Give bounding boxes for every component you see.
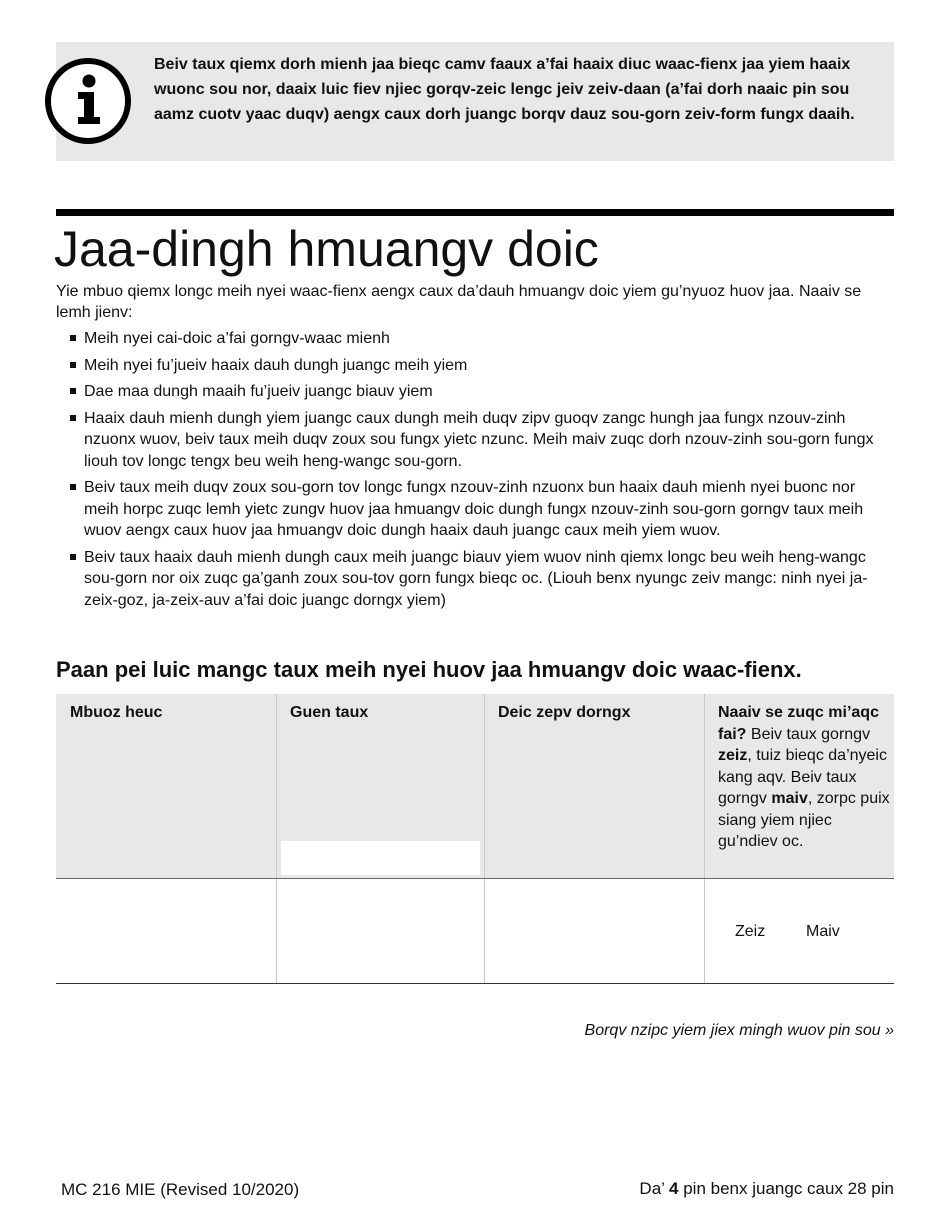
column-header-name: Mbuoz heuc [70, 704, 163, 721]
bullet-list [70, 328, 890, 616]
table-heading: Paan pei luic mangc taux meih nyei huov jaa hmuangv doic waac-fienx. [56, 657, 802, 682]
list-item: Meih nyei fu’jueiv haaix dauh dungh juangc meih yiem [70, 355, 890, 377]
intro-text: Yie mbuo qiemx longc meih nyei waac-fienx aengx caux da’dauh hmuangv doic yiem gu’nyuoz huov jaa. Naaiv se lemh jienv: [56, 283, 862, 321]
list-item: Haaix dauh mienh dungh yiem juangc caux dungh meih duqv zipv guoqv zangc hungh jaa fungx nzouv-zinh nzuonx wuov, beiv taux meih duqv zoux sou fungx yietc nzunc. Meih maiv zuqc dorh nzouv-zinh sou-gorn fungx liouh tov longc tengx beu weih heng-wangc sou-gorn. [70, 408, 890, 473]
list-item: Meih nyei cai-doic a’fai gorngv-waac mienh [70, 328, 890, 350]
column-divider [704, 694, 705, 983]
bullet-square-icon [70, 362, 76, 368]
bullet-square-icon [70, 388, 76, 394]
name-input-cell[interactable] [56, 879, 276, 983]
table-bottom-border [56, 983, 894, 984]
section-rule [56, 209, 894, 216]
info-icon [44, 57, 132, 145]
column-header-address: Deic zepv dorngx [498, 704, 631, 721]
column-header-relationship: Guen taux [290, 704, 369, 721]
relationship-header-field [281, 841, 480, 875]
form-id: MC 216 MIE (Revised 10/2020) [61, 1180, 300, 1199]
bullet-square-icon [70, 415, 76, 421]
column-header-deceased: Naaiv se zuqc mi’aqc fai? Beiv taux gorngv zeiz, tuiz bieqc da’nyeic kang aqv. Beiv taux gorngv maiv, zorpc puix siang yiem njiec gu’ndiev oc. [718, 704, 890, 850]
notice-text: Beiv taux qiemx dorh mienh jaa bieqc camv faaux a’fai haaix diuc waac-fienx jaa yiem haaix wuonc sou nor, daaix luic fiev njiec gorqv-zeic lengc jeiv zeiv-daan (a’fai dorh naaic pin sou aamz cuotv yaac duqv) aengx caux dorh juangc borqv dauz sou-gorn zeiv-form fungx daaih. [154, 56, 855, 123]
bullet-square-icon [70, 484, 76, 490]
relationship-input-cell[interactable] [277, 879, 484, 983]
list-item: Dae maa dungh maaih fu’jueiv juangc biauv yiem [70, 381, 890, 403]
yes-option[interactable]: Zeiz [735, 923, 766, 940]
list-item: Beiv taux meih duqv zoux sou-gorn tov longc fungx nzouv-zinh nzuonx bun haaix dauh mienh nyei buonc nor meih horpc zuqc lemh yietc zungv huov jaa hmuangv doic dungh fungx nzouv-zinh sou-gorn gorngv taux meih wuov aengx caux huov jaa hmuangv doic dungh haaix dauh juangc caux meih yiem wuov. [70, 477, 890, 542]
page-number: Da’ 4 pin benx juangc caux 28 pin [639, 1179, 894, 1198]
next-page-note: Borqv nzipc yiem jiex mingh wuov pin sou » [584, 1022, 894, 1039]
bullet-square-icon [70, 554, 76, 560]
address-input-cell[interactable] [485, 879, 704, 983]
list-item: Beiv taux haaix dauh mienh dungh caux meih juangc biauv yiem wuov ninh qiemx longc beu weih heng-wangc sou-gorn nor oix zuqc ga’ganh zoux sou-tov gorn fungx bieqc oc. (Liouh benx nyungc zeiv mangc: ninh nyei ja-zeix-goz, ja-zeix-auv a’fai doic juangc dorngx yiem) [70, 547, 890, 612]
bullet-square-icon [70, 335, 76, 341]
no-option[interactable]: Maiv [806, 923, 840, 940]
page-title: Jaa-dingh hmuangv doic [54, 221, 599, 277]
